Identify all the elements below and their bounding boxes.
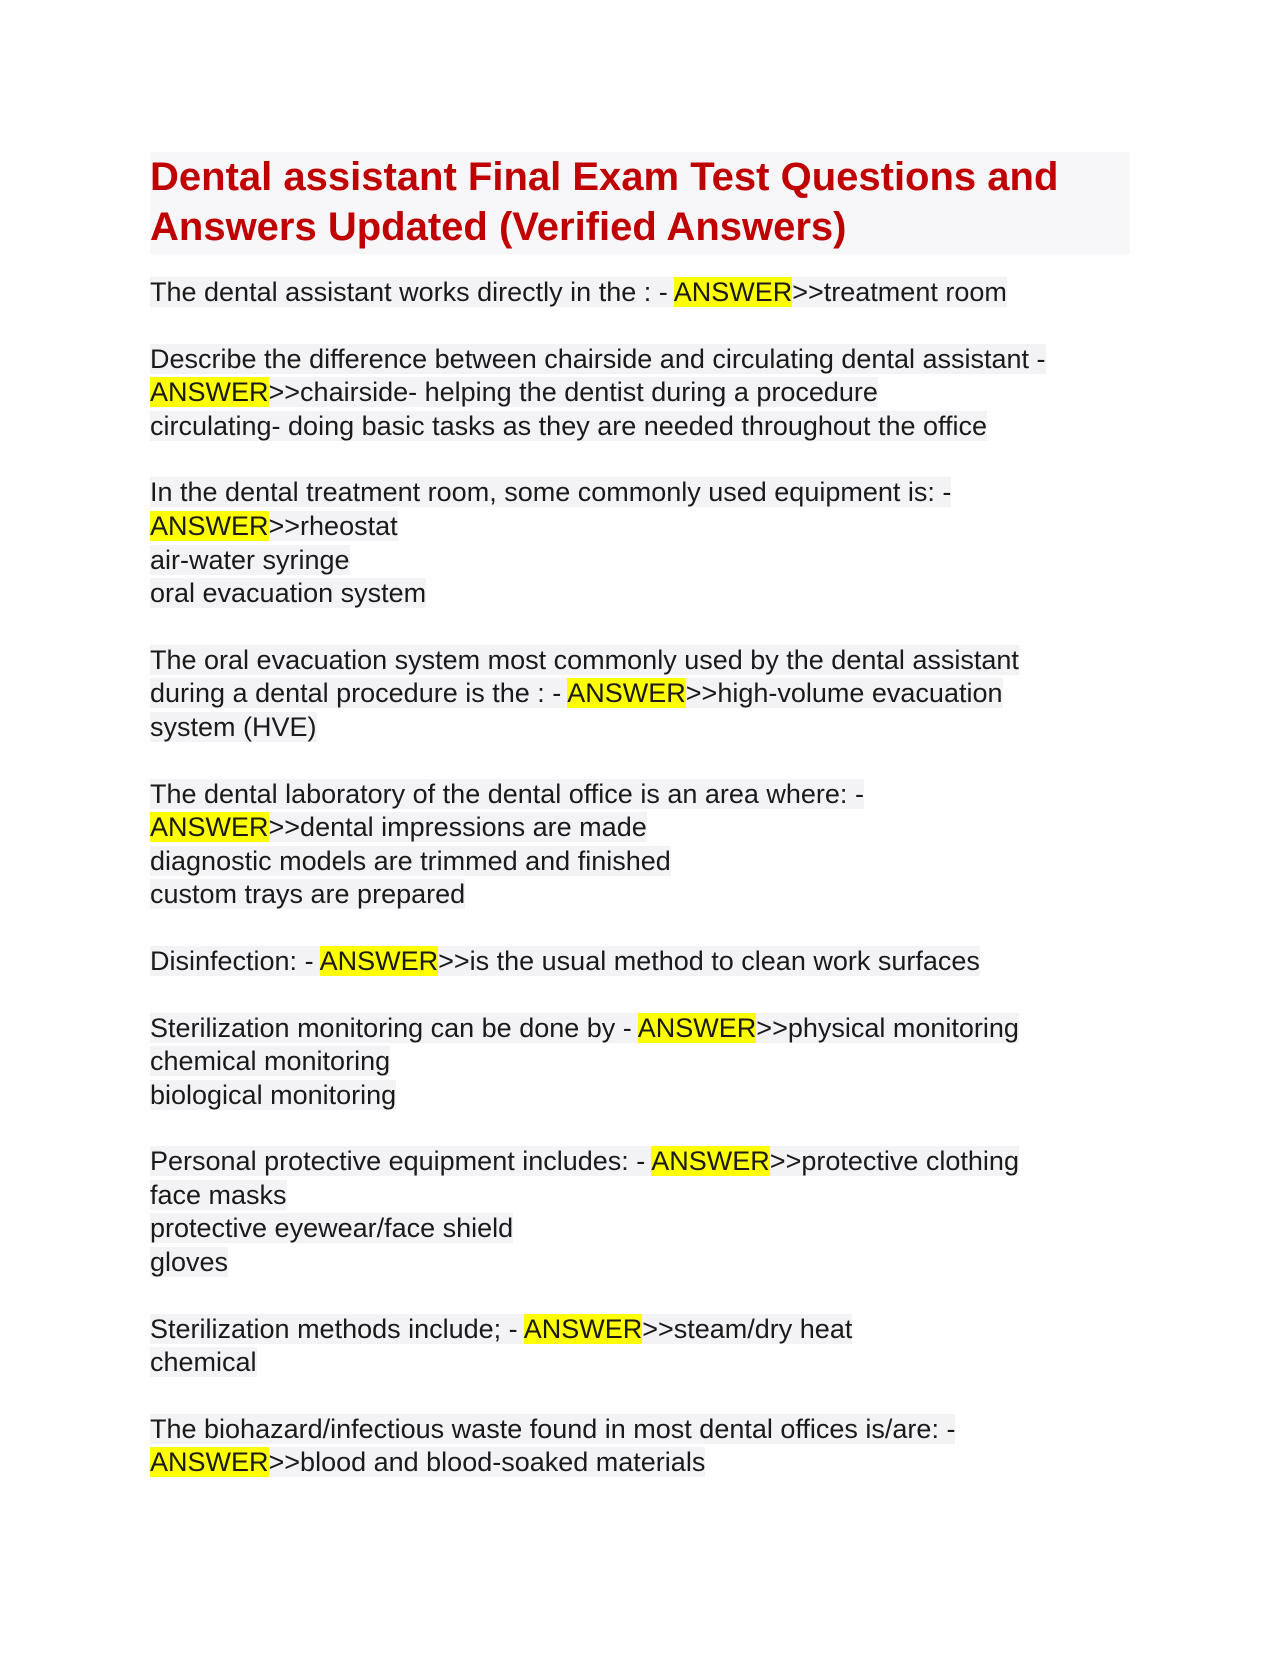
qa-line-text — [150, 846, 671, 876]
qa-line — [150, 1446, 1130, 1480]
qa-list — [150, 276, 1130, 1480]
qa-line — [150, 677, 1130, 711]
qa-line — [150, 1212, 1130, 1246]
qa-text-pre: circulating- doing basic tasks as they are needed throughout the office — [150, 410, 988, 441]
qa-line — [150, 644, 1130, 678]
qa-line — [150, 778, 1130, 812]
qa-line-text — [150, 277, 1007, 307]
qa-line — [150, 1246, 1130, 1280]
qa-text-pre: biological monitoring — [150, 1079, 397, 1110]
answer-highlight: ANSWER — [637, 1012, 757, 1043]
title-line-2: Answers Updated (Verified Answers) — [150, 205, 847, 249]
qa-item — [150, 1145, 1130, 1279]
answer-highlight: ANSWER — [150, 1447, 269, 1478]
qa-text-post: >>chairside- helping the dentist during a procedure — [268, 377, 878, 408]
qa-line — [150, 410, 1130, 444]
qa-text-pre: face masks — [150, 1179, 287, 1210]
qa-line-text — [150, 344, 1046, 374]
qa-line-text — [150, 1347, 257, 1377]
qa-item — [150, 343, 1130, 444]
qa-line-text — [150, 545, 350, 575]
qa-item — [150, 1413, 1130, 1480]
qa-line-text — [150, 1213, 513, 1243]
qa-line — [150, 510, 1130, 544]
qa-line — [150, 1413, 1130, 1447]
qa-item — [150, 1313, 1130, 1380]
qa-line — [150, 544, 1130, 578]
qa-text-pre: The dental laboratory of the dental office is an area where: - — [150, 778, 864, 809]
qa-text-pre: chemical monitoring — [150, 1046, 391, 1077]
qa-line-text — [150, 946, 980, 976]
qa-text-post: >>high-volume evacuation — [685, 678, 1003, 709]
qa-text-pre: protective eyewear/face shield — [150, 1213, 514, 1244]
qa-line — [150, 276, 1130, 310]
answer-highlight: ANSWER — [651, 1146, 770, 1177]
qa-line-text — [150, 511, 398, 541]
qa-text-pre: chemical — [150, 1347, 257, 1378]
qa-line-text — [150, 678, 1003, 708]
qa-text-post: >>rheostat — [268, 510, 398, 541]
qa-text-pre: during a dental procedure is the : - — [150, 678, 568, 709]
qa-item — [150, 778, 1130, 912]
qa-line — [150, 1012, 1130, 1046]
qa-text-post: >>is the usual method to clean work surfaces — [438, 945, 980, 976]
qa-line-text — [150, 1247, 228, 1277]
qa-text-pre: oral evacuation system — [150, 578, 427, 609]
qa-line — [150, 343, 1130, 377]
qa-line-text — [150, 1146, 1019, 1176]
qa-line-text — [150, 879, 465, 909]
qa-text-post: >>dental impressions are made — [268, 812, 647, 843]
qa-text-post: >>blood and blood-soaked materials — [268, 1447, 706, 1478]
qa-line-text — [150, 1080, 396, 1110]
answer-highlight: ANSWER — [523, 1313, 643, 1344]
answer-highlight: ANSWER — [150, 510, 269, 541]
qa-text-pre: gloves — [150, 1247, 229, 1278]
qa-line-text — [150, 377, 878, 407]
qa-line — [150, 945, 1130, 979]
qa-line — [150, 845, 1130, 879]
qa-text-pre: diagnostic models are trimmed and finished — [150, 845, 671, 876]
qa-line — [150, 577, 1130, 611]
qa-text-post: >>steam/dry heat — [642, 1313, 853, 1344]
answer-highlight: ANSWER — [673, 277, 793, 307]
title-line-1: Dental assistant Final Exam Test Questions and — [150, 155, 1059, 199]
qa-text-pre: Sterilization methods include; - — [150, 1313, 524, 1344]
qa-line — [150, 1079, 1130, 1113]
qa-text-pre: The biohazard/infectious waste found in most dental offices is/are: - — [150, 1413, 956, 1444]
qa-text-post: >>treatment room — [792, 277, 1007, 307]
qa-line — [150, 1145, 1130, 1179]
qa-text-pre: The oral evacuation system most commonly used by the dental assistant — [150, 644, 1019, 675]
qa-line-text — [150, 578, 426, 608]
document-page — [150, 152, 1130, 1513]
answer-highlight: ANSWER — [567, 678, 686, 709]
answer-highlight: ANSWER — [150, 812, 269, 843]
qa-item — [150, 1012, 1130, 1113]
qa-line — [150, 1346, 1130, 1380]
qa-line-text — [150, 1314, 852, 1344]
qa-text-pre: Sterilization monitoring can be done by - — [150, 1012, 638, 1043]
qa-text-pre: system (HVE) — [150, 711, 317, 742]
qa-line-text — [150, 645, 1019, 675]
qa-line — [150, 878, 1130, 912]
qa-line — [150, 811, 1130, 845]
qa-item — [150, 476, 1130, 610]
qa-line — [150, 711, 1130, 745]
qa-line-text — [150, 1414, 955, 1444]
qa-text-pre: The dental assistant works directly in the : - — [150, 277, 674, 307]
qa-item — [150, 945, 1130, 979]
qa-text-pre: air-water syringe — [150, 544, 350, 575]
qa-line-text — [150, 1013, 1019, 1043]
qa-line-text — [150, 1046, 390, 1076]
answer-highlight: ANSWER — [150, 377, 269, 408]
qa-item — [150, 644, 1130, 745]
qa-text-pre: Disinfection: - — [150, 945, 320, 976]
qa-text-pre: Personal protective equipment includes: - — [150, 1146, 652, 1177]
qa-text-pre: custom trays are prepared — [150, 879, 466, 910]
page-title — [150, 152, 1130, 254]
qa-line-text — [150, 1180, 287, 1210]
qa-line — [150, 476, 1130, 510]
qa-line-text — [150, 712, 317, 742]
qa-line — [150, 1313, 1130, 1347]
qa-text-post: >>physical monitoring — [756, 1012, 1019, 1043]
answer-highlight: ANSWER — [319, 945, 439, 976]
qa-line-text — [150, 411, 987, 441]
qa-line — [150, 1179, 1130, 1213]
qa-line-text — [150, 779, 864, 809]
qa-text-pre: In the dental treatment room, some commonly used equipment is: - — [150, 477, 952, 508]
qa-line — [150, 1045, 1130, 1079]
qa-line-text — [150, 477, 951, 507]
qa-line-text — [150, 1447, 705, 1477]
qa-text-post: >>protective clothing — [769, 1146, 1019, 1177]
qa-item — [150, 276, 1130, 310]
qa-text-pre: Describe the difference between chairside and circulating dental assistant - — [150, 343, 1046, 374]
qa-line — [150, 376, 1130, 410]
qa-line-text — [150, 812, 647, 842]
